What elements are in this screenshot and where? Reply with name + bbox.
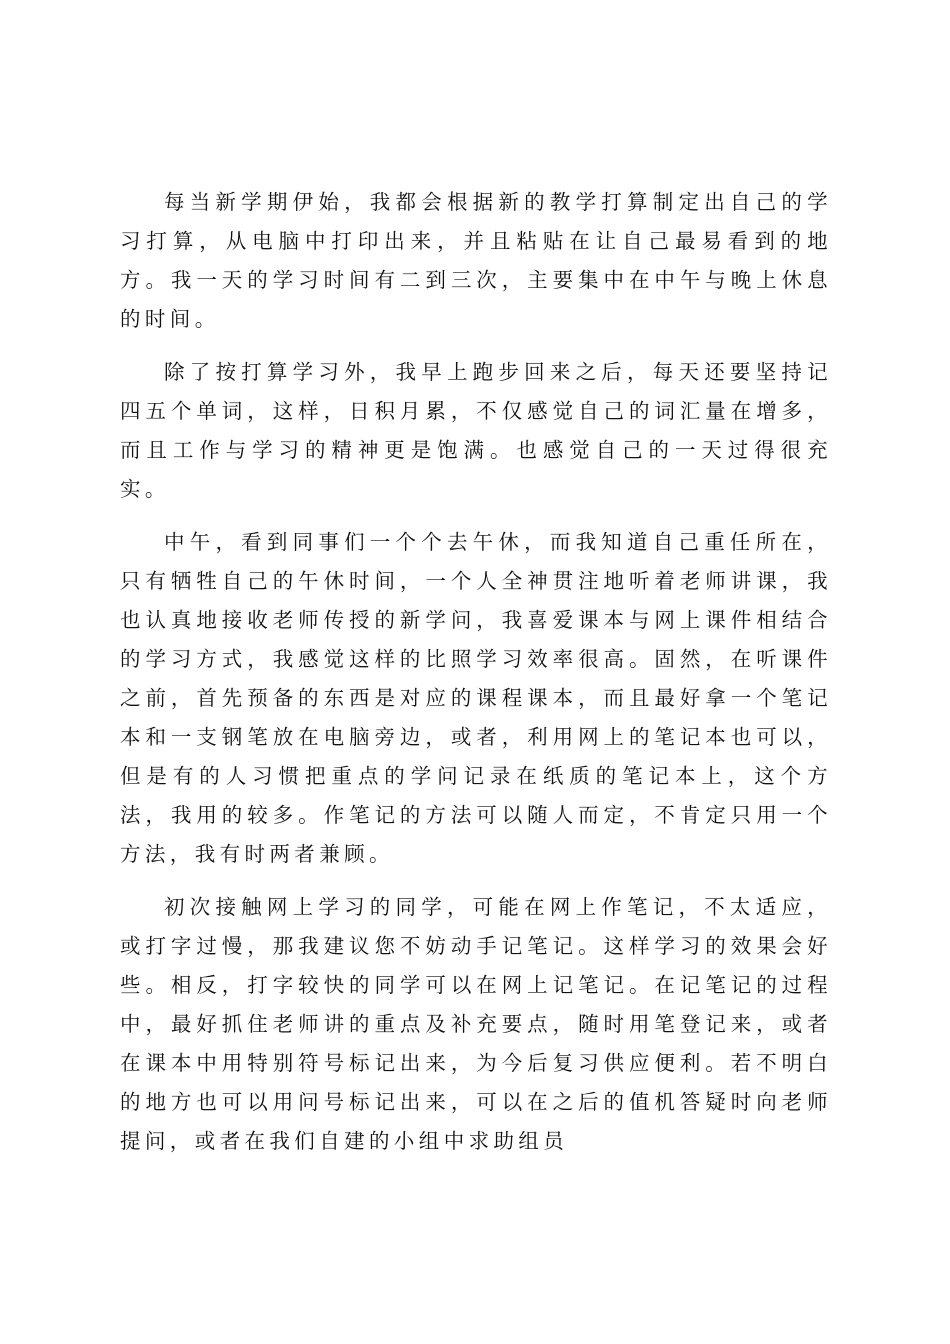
paragraph-2: 除了按打算学习外，我早上跑步回来之后，每天还要坚持记四五个单词，这样，日积月累，不仅感觉自己的词汇量在增多，而且工作与学习的精神更是饱满。也感觉自己的一天过得很充实。 <box>120 360 832 501</box>
paragraph-3: 中午，看到同事们一个个去午休，而我知道自己重任所在，只有牺牲自己的午休时间，一个人全神贯注地听着老师讲课，我也认真地接收老师传授的新学问，我喜爱课本与网上课件相结合的学习方式，我感觉这样的比照学习效率很高。固然，在听课件之前，首先预备的东西是对应的课程课本，而且最好拿一个笔记本和一支钢笔放在电脑旁边，或者，利用网上的笔记本也可以，但是有的人习惯把重点的学问记录在纸质的笔记本上，这个方法，我用的较多。作笔记的方法可以随人而定，不肯定只用一个方法，我有时两者兼顾。 <box>120 530 832 866</box>
paragraph-4: 初次接触网上学习的同学，可能在网上作笔记，不太适应，或打字过慢，那我建议您不妨动手记笔记。这样学习的效果会好些。相反，打字较快的同学可以在网上记笔记。在记笔记的过程中，最好抓住老师讲的重点及补充要点，随时用笔登记来，或者在课本中用特别符号标记出来，为今后复习供应便利。若不明白的地方也可以用问号标记出来，可以在之后的值机答疑时向老师提问，或者在我们自建的小组中求助组员 <box>120 895 832 1153</box>
paragraph-1: 每当新学期伊始，我都会根据新的教学打算制定出自己的学习打算，从电脑中打印出来，并且粘贴在让自己最易看到的地方。我一天的学习时间有二到三次，主要集中在中午与晚上休息的时间。 <box>120 190 832 331</box>
document-body <box>120 183 832 1175</box>
